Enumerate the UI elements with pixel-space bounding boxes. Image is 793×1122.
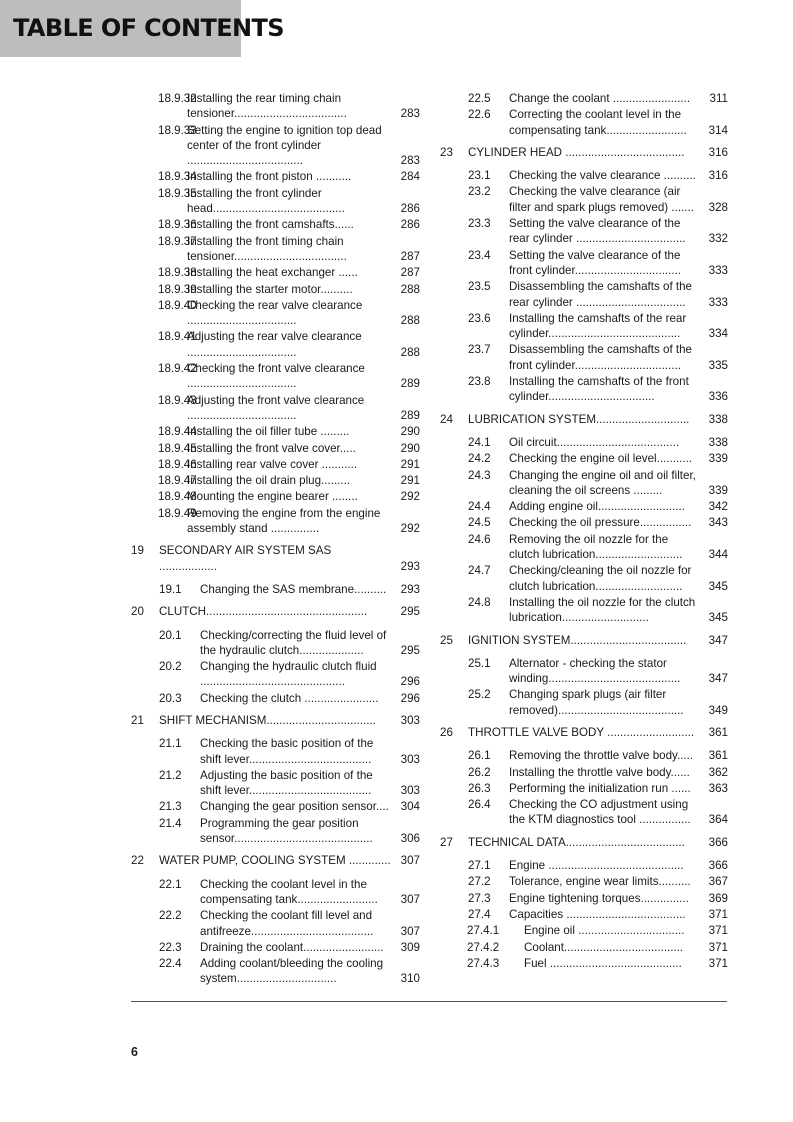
- toc-entry-page: 366: [708, 835, 728, 849]
- toc-entry-page: 316: [708, 145, 728, 159]
- toc-entry-number: 18.9.32: [158, 92, 197, 105]
- toc-entry[interactable]: [131, 123, 420, 169]
- toc-entry-page: 293: [400, 582, 420, 596]
- toc-entry-page: 292: [400, 490, 420, 504]
- toc-entry-page: 345: [708, 579, 728, 593]
- toc-entry-page: 288: [400, 345, 420, 359]
- toc-entry-title: Installing the front camshafts......: [187, 218, 354, 232]
- toc-entry-title: Draining the coolant.........................: [200, 940, 384, 954]
- toc-entry-number: 22.5: [468, 92, 491, 105]
- toc-entry[interactable]: [440, 435, 728, 450]
- toc-entry-title: Installing the front valve cover.....: [187, 441, 356, 455]
- toc-entry-number: 23.6: [468, 311, 491, 325]
- toc-entry-title: Checking the basic position of the shift lever......................................: [200, 737, 374, 766]
- toc-entry[interactable]: [131, 265, 420, 280]
- toc-entry-page: 290: [400, 425, 420, 439]
- toc-entry-page: 303: [400, 713, 420, 727]
- toc-entry-page: 361: [708, 725, 728, 739]
- toc-entry-number: 25.1: [468, 656, 491, 670]
- toc-entry-title: Changing spark plugs (air filter removed).......................................: [509, 688, 684, 717]
- toc-entry-title: Removing the engine from the engine assembly stand ...............: [187, 506, 381, 536]
- toc-entry-page: 371: [708, 907, 728, 921]
- toc-entry-title: LUBRICATION SYSTEM.............................: [468, 412, 690, 426]
- toc-entry[interactable]: [131, 736, 420, 767]
- toc-entry-page: 343: [708, 516, 728, 530]
- toc-entry-number: 22.6: [468, 108, 491, 122]
- toc-entry-number: 22.4: [159, 957, 182, 971]
- toc-entry-number: 18.9.45: [158, 441, 197, 455]
- toc-entry[interactable]: [440, 499, 728, 514]
- toc-entry[interactable]: [440, 563, 728, 594]
- toc-entry-page: 367: [708, 875, 728, 889]
- toc-entry-number: 18.9.48: [158, 490, 197, 504]
- toc-entry-page: 283: [400, 107, 420, 121]
- toc-entry-title: Changing the hydraulic clutch fluid .............................................: [200, 660, 377, 689]
- toc-entry-title: Engine tightening torques...............: [509, 891, 689, 905]
- toc-entry-title: Installing the throttle valve body......: [509, 765, 690, 779]
- toc-entry[interactable]: [440, 532, 728, 563]
- toc-entry-number: 26.4: [468, 798, 491, 812]
- toc-entry[interactable]: [440, 595, 728, 626]
- toc-entry[interactable]: [131, 582, 420, 597]
- toc-entry-title: Removing the throttle valve body.....: [509, 749, 694, 763]
- toc-entry[interactable]: [131, 361, 420, 392]
- toc-entry-page: 345: [708, 611, 728, 625]
- toc-entry-number: 24.2: [468, 452, 491, 466]
- toc-entry-page: 289: [400, 377, 420, 391]
- toc-entry[interactable]: [440, 633, 728, 648]
- toc-entry-number: 25.2: [468, 688, 491, 702]
- toc-entry-title: Installing the starter motor..........: [187, 282, 353, 296]
- toc-entry-title: Installing the rear timing chain tensioner...................................: [187, 92, 347, 121]
- toc-entry[interactable]: [131, 506, 420, 537]
- toc-entry-title: Programming the gear position sensor...........................................: [200, 816, 373, 846]
- toc-entry-page: 333: [708, 263, 728, 277]
- toc-entry-number: 22.2: [159, 909, 182, 923]
- toc-entry-number: 23: [440, 145, 453, 159]
- toc-entry-number: 18.9.44: [158, 425, 197, 439]
- toc-entry-page: 371: [708, 924, 728, 938]
- toc-entry-number: 27.1: [468, 859, 491, 873]
- toc-entry[interactable]: [440, 725, 728, 740]
- toc-entry-page: 339: [708, 452, 728, 466]
- toc-entry-title: WATER PUMP, COOLING SYSTEM .............: [159, 854, 391, 868]
- toc-entry[interactable]: [131, 457, 420, 472]
- toc-entry-page: 292: [400, 522, 420, 536]
- toc-entry[interactable]: [440, 835, 728, 850]
- toc-entry-number: 27.4: [468, 907, 491, 921]
- toc-entry-title: Setting the valve clearance of the rear cylinder ..................................: [509, 217, 686, 246]
- toc-entry[interactable]: [440, 468, 728, 499]
- toc-entry-title: Checking/correcting the fluid level of the hydraulic clutch....................: [200, 628, 387, 657]
- toc-entry[interactable]: [131, 877, 420, 908]
- toc-entry-page: 342: [708, 500, 728, 514]
- toc-entry-page: 310: [400, 972, 420, 986]
- toc-entry-title: Checking the rear valve clearance ..................................: [187, 298, 363, 328]
- toc-entry-page: 290: [400, 441, 420, 455]
- toc-entry-title: Checking the coolant level in the compensating tank.........................: [200, 877, 378, 906]
- toc-entry-title: Adjusting the front valve clearance ..................................: [187, 393, 365, 422]
- toc-entry[interactable]: [440, 311, 728, 342]
- toc-entry-title: Checking the engine oil level...........: [509, 452, 693, 466]
- toc-entry-number: 24.3: [468, 468, 491, 482]
- toc-entry[interactable]: [131, 424, 420, 439]
- toc-entry-number: 20.2: [159, 660, 182, 674]
- toc-entry[interactable]: [131, 799, 420, 814]
- toc-entry-page: 286: [400, 218, 420, 232]
- toc-entry-page: 338: [708, 435, 728, 449]
- toc-entry[interactable]: [440, 145, 728, 160]
- toc-entry-title: TECHNICAL DATA.....................................: [468, 835, 685, 849]
- toc-entry-title: Checking the CO adjustment using the KTM diagnostics tool ................: [509, 798, 691, 827]
- toc-entry[interactable]: [131, 659, 420, 690]
- toc-entry[interactable]: [440, 107, 728, 138]
- toc-entry-page: 288: [400, 282, 420, 296]
- toc-entry-title: Installing the oil filler tube .........: [187, 425, 350, 439]
- toc-entry[interactable]: [131, 217, 420, 232]
- toc-entry[interactable]: [440, 279, 728, 310]
- toc-entry-page: 336: [708, 390, 728, 404]
- toc-entry-number: 26.2: [468, 765, 491, 779]
- toc-entry-number: 20.1: [159, 628, 182, 642]
- toc-entry-page: 303: [400, 752, 420, 766]
- toc-entry[interactable]: [131, 329, 420, 360]
- toc-entry-page: 307: [400, 892, 420, 906]
- toc-entry-number: 26: [440, 725, 453, 739]
- toc-entry[interactable]: [131, 691, 420, 706]
- toc-entry[interactable]: [440, 797, 728, 828]
- toc-entry[interactable]: [131, 473, 420, 488]
- toc-entry-number: 21.2: [159, 768, 182, 782]
- toc-entry-number: 24.1: [468, 435, 491, 449]
- toc-entry-title: Checking the oil pressure................: [509, 516, 692, 530]
- toc-entry-number: 18.9.42: [158, 362, 197, 376]
- toc-entry[interactable]: [440, 515, 728, 530]
- toc-entry[interactable]: [131, 768, 420, 799]
- toc-entry-page: 296: [400, 691, 420, 705]
- toc-entry-page: 363: [708, 781, 728, 795]
- toc-entry-page: 296: [400, 675, 420, 689]
- toc-entry-page: 286: [400, 202, 420, 216]
- toc-entry[interactable]: [440, 216, 728, 247]
- toc-entry-title: Changing the SAS membrane..........: [200, 582, 387, 596]
- toc-entry-number: 23.5: [468, 280, 491, 294]
- page-number: 6: [131, 1045, 138, 1059]
- toc-entry-page: 369: [708, 891, 728, 905]
- toc-entry-title: Adding coolant/bleeding the cooling system...............................: [200, 957, 384, 986]
- toc-entry-title: Checking/cleaning the oil nozzle for clutch lubrication...........................: [509, 564, 692, 593]
- toc-entry-page: 333: [708, 295, 728, 309]
- toc-entry-title: Changing the gear position sensor....: [200, 800, 389, 814]
- toc-entry-page: 332: [708, 232, 728, 246]
- toc-entry-page: 303: [400, 784, 420, 798]
- toc-entry-number: 21: [131, 713, 144, 727]
- toc-entry-number: 22.3: [159, 940, 182, 954]
- toc-entry-page: 291: [400, 474, 420, 488]
- toc-entry-title: Tolerance, engine wear limits..........: [509, 875, 691, 889]
- toc-entry[interactable]: [440, 342, 728, 373]
- toc-entry-number: 24: [440, 412, 453, 426]
- toc-entry-title: Installing the front cylinder head.........................................: [187, 186, 345, 216]
- toc-entry[interactable]: [131, 543, 420, 574]
- toc-entry-page: 314: [708, 123, 728, 137]
- toc-entry[interactable]: [131, 940, 420, 955]
- toc-entry[interactable]: [440, 956, 728, 971]
- toc-entry-number: 26.1: [468, 749, 491, 763]
- toc-entry[interactable]: [440, 451, 728, 466]
- toc-entry-page: 284: [400, 170, 420, 184]
- toc-entry-title: Checking the valve clearance (air filter and spark plugs removed) .......: [509, 185, 694, 214]
- toc-entry-number: 21.3: [159, 800, 182, 814]
- toc-entry[interactable]: [440, 412, 728, 427]
- toc-entry-page: 371: [708, 956, 728, 970]
- toc-entry[interactable]: [440, 656, 728, 687]
- toc-entry-title: Performing the initialization run ......: [509, 781, 691, 795]
- toc-entry-page: 347: [708, 633, 728, 647]
- toc-entry[interactable]: [440, 687, 728, 718]
- toc-entry-number: 23.7: [468, 343, 491, 357]
- toc-entry-number: 23.2: [468, 185, 491, 199]
- toc-entry-number: 18.9.33: [158, 123, 197, 137]
- toc-entry-number: 20: [131, 605, 144, 619]
- toc-entry-title: Adjusting the basic position of the shift lever......................................: [200, 768, 373, 798]
- toc-entry-number: 27.2: [468, 875, 491, 889]
- toc-entry-number: 20.3: [159, 691, 182, 705]
- toc-entry-page: 293: [400, 559, 420, 573]
- toc-entry-title: Mounting the engine bearer ........: [187, 490, 358, 504]
- toc-entry-page: 309: [400, 940, 420, 954]
- toc-entry[interactable]: [131, 393, 420, 424]
- toc-entry-page: 361: [708, 749, 728, 763]
- toc-entry-page: 306: [400, 832, 420, 846]
- toc-entry-number: 18.9.46: [158, 457, 197, 471]
- toc-entry-page: 307: [400, 924, 420, 938]
- toc-entry[interactable]: [131, 282, 420, 297]
- toc-entry-page: 295: [400, 605, 420, 619]
- toc-entry[interactable]: [131, 628, 420, 659]
- toc-entry-number: 24.7: [468, 564, 491, 578]
- toc-entry-number: 22: [131, 854, 144, 868]
- toc-entry-title: Installing the heat exchanger ......: [187, 266, 358, 280]
- toc-entry[interactable]: [131, 169, 420, 184]
- toc-entry[interactable]: [131, 441, 420, 456]
- toc-entry-page: 335: [708, 358, 728, 372]
- toc-entry-title: Setting the engine to ignition top dead center of the front cylinder ....................................: [187, 123, 382, 168]
- header-tab: [0, 0, 284, 57]
- toc-entry-title: Installing the oil drain plug.........: [187, 474, 351, 488]
- toc-entry-page: 364: [708, 813, 728, 827]
- toc-entry[interactable]: [440, 184, 728, 215]
- toc-entry-page: 283: [400, 154, 420, 168]
- toc-entry-title: Installing the oil nozzle for the clutch lubrication...........................: [509, 595, 696, 625]
- toc-entry[interactable]: [131, 956, 420, 987]
- toc-entry-number: 23.4: [468, 248, 491, 262]
- toc-entry[interactable]: [131, 908, 420, 939]
- toc-entry-title: THROTTLE VALVE BODY ...........................: [468, 725, 695, 739]
- toc-entry[interactable]: [131, 853, 420, 868]
- toc-entry-number: 25: [440, 633, 453, 647]
- toc-entry-title: Oil circuit......................................: [509, 435, 680, 449]
- toc-entry[interactable]: [440, 248, 728, 279]
- toc-entry-page: 347: [708, 672, 728, 686]
- toc-entry-number: 24.4: [468, 500, 491, 514]
- toc-entry[interactable]: [440, 765, 728, 780]
- toc-entry[interactable]: [131, 91, 420, 122]
- toc-entry-page: 289: [400, 408, 420, 422]
- toc-entry-title: SECONDARY AIR SYSTEM SAS ..................: [159, 544, 332, 573]
- toc-entry-title: Coolant.....................................: [524, 940, 684, 954]
- toc-entry[interactable]: [440, 374, 728, 405]
- toc-entry-page: 344: [708, 548, 728, 562]
- toc-entry-title: Disassembling the camshafts of the rear cylinder ..................................: [509, 280, 693, 309]
- toc-entry-title: Adding engine oil...........................: [509, 500, 685, 514]
- toc-entry[interactable]: [131, 489, 420, 504]
- toc-entry-number: 27: [440, 835, 453, 849]
- toc-entry-title: Checking the clutch .......................: [200, 691, 379, 705]
- toc-entry-title: Changing the engine oil and oil filter, cleaning the oil screens .........: [509, 468, 696, 497]
- toc-entry-page: 366: [708, 859, 728, 873]
- toc-right-column: [440, 91, 728, 972]
- toc-entry-number: 27.3: [468, 891, 491, 905]
- toc-entry-page: 371: [708, 940, 728, 954]
- toc-entry[interactable]: [131, 604, 420, 619]
- toc-entry[interactable]: [131, 186, 420, 217]
- toc-entry-title: Installing the front piston ...........: [187, 170, 352, 184]
- toc-entry[interactable]: [440, 91, 728, 106]
- toc-entry-page: 338: [708, 412, 728, 426]
- toc-entry-number: 18.9.35: [158, 186, 197, 200]
- toc-entry-number: 18.9.34: [158, 170, 197, 184]
- toc-entry-title: Engine oil .................................: [524, 924, 685, 938]
- toc-entry-title: Fuel .........................................: [524, 956, 682, 970]
- toc-entry-title: Disassembling the camshafts of the front cylinder.................................: [509, 343, 693, 372]
- toc-entry-number: 19: [131, 544, 144, 558]
- toc-entry-number: 27.4.1: [467, 924, 500, 938]
- toc-entry-title: Checking the valve clearance ..........: [509, 169, 696, 183]
- toc-entry-page: 287: [400, 249, 420, 263]
- toc-entry[interactable]: [440, 858, 728, 873]
- toc-left-column: [131, 91, 420, 988]
- toc-entry-title: Engine ..........................................: [509, 859, 684, 873]
- toc-entry[interactable]: [131, 816, 420, 847]
- toc-entry-title: Setting the valve clearance of the front cylinder.................................: [509, 248, 682, 277]
- toc-entry[interactable]: [440, 923, 728, 938]
- toc-entry-title: SHIFT MECHANISM..................................: [159, 713, 376, 727]
- toc-entry[interactable]: [440, 781, 728, 796]
- toc-entry[interactable]: [440, 940, 728, 955]
- toc-entry-title: Installing rear valve cover ...........: [187, 457, 358, 471]
- toc-entry[interactable]: [440, 168, 728, 183]
- toc-entry-number: 18.9.39: [158, 282, 197, 296]
- toc-entry-number: 24.8: [468, 595, 491, 609]
- toc-entry-number: 24.5: [468, 516, 491, 530]
- toc-entry-title: Installing the front timing chain tensioner...................................: [187, 234, 347, 263]
- toc-entry-number: 21.4: [159, 816, 182, 830]
- toc-entry-page: 287: [400, 266, 420, 280]
- toc-entry-number: 18.9.37: [158, 234, 197, 248]
- toc-entry-number: 18.9.49: [158, 506, 197, 520]
- toc-entry-page: 328: [708, 200, 728, 214]
- toc-entry-title: CYLINDER HEAD .....................................: [468, 145, 685, 159]
- toc-entry-title: Checking the coolant fill level and antifreeze......................................: [200, 909, 374, 938]
- toc-entry-number: 22.1: [159, 877, 182, 891]
- toc-entry-title: Removing the oil nozzle for the clutch lubrication...........................: [509, 532, 683, 562]
- toc-entry[interactable]: [131, 298, 420, 329]
- toc-entry-title: Installing the camshafts of the front cylinder.................................: [509, 375, 689, 404]
- toc-entry-title: CLUTCH..................................................: [159, 605, 368, 619]
- toc-entry-title: IGNITION SYSTEM....................................: [468, 633, 687, 647]
- toc-entry-page: 304: [400, 800, 420, 814]
- toc-entry-number: 18.9.38: [158, 266, 197, 280]
- toc-entry-title: Alternator - checking the stator winding.........................................: [509, 656, 681, 686]
- toc-entry[interactable]: [131, 234, 420, 265]
- toc-entry-page: 349: [708, 703, 728, 717]
- toc-entry-number: 19.1: [159, 582, 182, 596]
- toc-entry-page: 295: [400, 643, 420, 657]
- toc-entry-page: 362: [708, 765, 728, 779]
- toc-entry-number: 18.9.36: [158, 218, 197, 232]
- toc-entry-title: Installing the camshafts of the rear cylinder.........................................: [509, 311, 687, 341]
- toc-entry[interactable]: [440, 907, 728, 922]
- toc-entry-number: 24.6: [468, 532, 491, 546]
- toc-entry[interactable]: [440, 748, 728, 763]
- toc-entry-number: 21.1: [159, 737, 182, 751]
- toc-entry-number: 23.1: [468, 169, 491, 183]
- toc-entry-title: Checking the front valve clearance ..................................: [187, 362, 365, 391]
- toc-entry[interactable]: [440, 874, 728, 889]
- toc-entry-page: 307: [400, 854, 420, 868]
- toc-entry-number: 18.9.41: [158, 330, 197, 344]
- toc-entry[interactable]: [131, 713, 420, 728]
- toc-entry-number: 23.3: [468, 217, 491, 231]
- toc-entry-title: Change the coolant ........................: [509, 92, 691, 105]
- toc-entry-number: 27.4.2: [467, 940, 500, 954]
- footer-divider: [131, 1001, 727, 1002]
- toc-entry-number: 18.9.40: [158, 298, 197, 312]
- toc-entry-number: 18.9.43: [158, 393, 197, 407]
- toc-entry-page: 316: [708, 169, 728, 183]
- toc-entry[interactable]: [440, 891, 728, 906]
- toc-entry-number: 26.3: [468, 781, 491, 795]
- toc-entry-title: Correcting the coolant level in the compensating tank.........................: [509, 108, 687, 137]
- toc-entry-page: 311: [709, 92, 728, 105]
- toc-entry-number: 27.4.3: [467, 956, 500, 970]
- toc-entry-number: 18.9.47: [158, 474, 197, 488]
- toc-entry-page: 291: [400, 457, 420, 471]
- toc-entry-page: 339: [708, 483, 728, 497]
- page-title: TABLE OF CONTENTS: [13, 14, 284, 42]
- toc-entry-page: 288: [400, 314, 420, 328]
- toc-entry-page: 334: [708, 327, 728, 341]
- toc-entry-title: Adjusting the rear valve clearance ..................................: [187, 330, 362, 359]
- toc-entry-number: 23.8: [468, 375, 491, 389]
- toc-entry-title: Capacities .....................................: [509, 907, 686, 921]
